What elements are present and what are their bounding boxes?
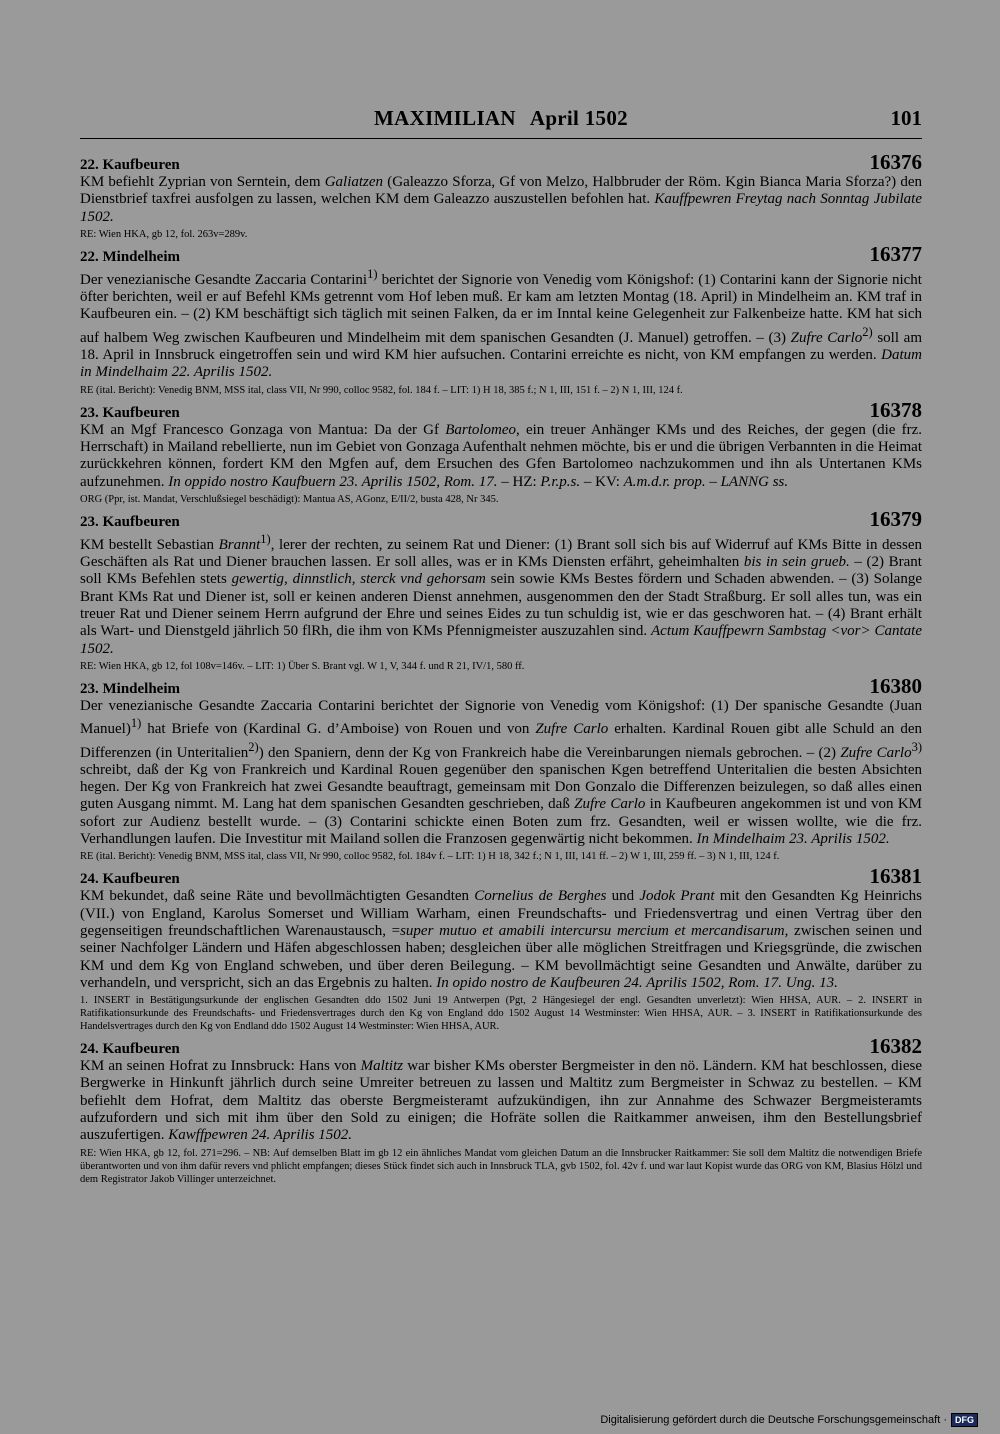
title-date: April 1502 (529, 106, 628, 130)
entry-16380 (80, 673, 922, 863)
running-header (80, 104, 922, 139)
title-name: MAXIMILIAN (374, 106, 516, 130)
entry-16382 (80, 1034, 923, 1185)
entry-source: RE: Wien HKA, gb 12, fol. 263v=289v. (80, 228, 248, 240)
entry-place: 22. Kaufbeuren (80, 157, 180, 173)
entry-heading (80, 397, 922, 422)
page (80, 104, 922, 1190)
footer (600, 1413, 978, 1427)
entry-body: KM an Mgf Francesco Gonzaga von Mantua: Da der Gf Bartolomeo, ein treuer Anhänger KMs und des Reiches, der gegen (die frz. Herrschaft) in Mailand rebellierte, nun im Gebiet von Gonzaga Aufenthalt nehmen möchte, bis er und die übrigen Verbannten in die Heimat zurückkehren können, fordert KM den Mgfen auf, dem Ersuchen des Gfen Bartolomeo nachzukommen und ihn als Untertanen KMs aufzunehmen. In oppido nostro Kaufbuern 23. Aprilis 1502, Rom. 17. – HZ: P.r.p.s. – KV: A.m.d.r. prop. – LANNG ss. (80, 421, 922, 490)
entry-source: RE (ital. Bericht): Venedig BNM, MSS ital, class VII, Nr 990, colloc 9582, fol. 184 f. – LIT: 1) H 18, 385 f.; N 1, III, 151 f. – 2) N 1, III, 124 f. (80, 384, 683, 396)
entry-place: 23. Kaufbeuren (80, 404, 180, 421)
entry-heading (80, 150, 922, 174)
entry-body: KM befiehlt Zyprian von Serntein, dem Galiatzen (Galeazzo Sforza, Gf von Melzo, Halbbruder der Röm. Kgin Bianca Maria Sforza?) den Dienstbrief taxfrei ausfolgen zu lassen, welchen KM dem Galeazzo auszustellen befohlen hat. Kauffpewren Freytag nach Sonntag Jubilate 1502. (80, 174, 922, 225)
entry-place: 22. Mindelheim (80, 248, 180, 265)
entry-number: 16378 (869, 397, 922, 422)
entry-heading (80, 241, 922, 266)
entry-heading (80, 506, 922, 531)
entry-16378 (80, 397, 922, 506)
dfg-logo: DFG (951, 1413, 978, 1427)
entry-16376 (80, 150, 922, 241)
running-title (80, 106, 922, 131)
entry-heading (80, 864, 922, 889)
entry-source: ORG (Ppr, ist. Mandat, Verschlußsiegel beschädigt): Mantua AS, AGonz, E/II/2, busta 428, Nr 345. (80, 493, 499, 505)
entry-number: 16382 (869, 1034, 922, 1059)
entry-number: 16380 (869, 673, 922, 698)
entry-source: RE (ital. Bericht): Venedig BNM, MSS ital, class VII, Nr 990, colloc 9582, fol. 184v f. – LIT: 1) H 18, 342 f.; N 1, III, 141 ff. – 2) W 1, III, 259 ff. – 3) N 1, III, 124 f. (80, 851, 780, 863)
entry-body: KM bestellt Sebastian Brannt$^{1)}$, lerer der rechten, zu seinem Rat und Diener: (1) Brant soll sich bis auf Widerruf auf KMs Bitte in dessen Geschäften als Rat und Diener brauchen lassen. Er soll alles, was er in KMs Diensten erfährt, geheimhalten bis in sein grueb. – (2) Brant soll KMs Befehlen stets gewertig, dinnstlich, sterck vnd gehorsam sein sowie KMs Bestes fördern und Schaden abwenden. – (3) Solange Brant KMs Rat und Diener ist, soll er keinen anderen Dienst annehmen, ausgenommen den der Stadt Straßburg. Er soll alles tun, was ein treuer Rat und Diener seinem Herrn aufgrund der Ehre und seines Eides zu tun schuldig ist, wie er das geschworen hat. – (4) Brant erhält als Wart- und Dienstgeld jährlich 50 flRh, die ihm von KMs Pfennigmeister auszuzahlen sind. Actum Kauffpewrn Sambstag <vor> Cantate 1502. (80, 531, 922, 657)
entry-body: Der venezianische Gesandte Zaccaria Contarini$^{1)}$ berichtet der Signorie von Venedig vom Königshof: (1) Contarini kann der Signorie nicht öfter berichten, weil er auf Befehl KMs getrennt vom Hof leben muß. Er kam am letzten Montag (18. April) in Mindelheim an. KM traf in Kaufbeuren ein. – (2) KM beschäftigt sich täglich mit seinen Falken, da er im Inntal keine Gelegenheit zur Falkenbeize hatte. KM hat sich auf halbem Weg zwischen Kaufbeuren und Mindelheim mit dem spanischen Gesandten (J. Manuel) getroffen. – (3) Zufre Carlo$^{2)}$ soll am 18. April in Innsbruck eingetroffen sein und wird KM hier aufsuchen. Contarini erreichte es nicht, von KM empfangen zu werden. Datum in Mindelhaim 22. Aprilis 1502. (80, 266, 922, 381)
entry-body: Der venezianische Gesandte Zaccaria Contarini berichtet der Signorie von Venedig vom Königshof: (1) Der spanische Gesandte (Juan Manuel)$^{1)}$ hat Briefe von (Kardinal G. d’Amboise) von Rouen und von Zufre Carlo erhalten. Kardinal Rouen gibt alle Schuld an den Differenzen (in Unteritalien$^{2)}$) den Spaniern, denn der Kg von Frankreich habe die Vereinbarungen niemals gebrochen. – (2) Zufre Carlo$^{3)}$ schreibt, daß der Kg von Frankreich und Kardinal Rouen gegenüber den spanischen Kgen betreffend Unteritalien die besten Absichten hegen. Der Kg von Frankreich hat zwei Gesandte beauftragt, gemeinsam mit Don Gonzalo die Differenzen beizulegen, so daß alles einen guten Ausgang nimmt. M. Lang hat dem spanischen Gesandten geschrieben, daß Zufre Carlo in Kaufbeuren angekommen ist und von KM sofort zur Audienz bestellt wurde. – (3) Contarini schickte einen Boten zum frz. Gesandten, weil er wissen wollte, wie die frz. Verhandlungen laufen. Die Investitur mit Mailand sollen die Franzosen gegenwärtig nicht bekommen. In Mindelhaim 23. Aprilis 1502. (80, 697, 922, 848)
entry-source: RE: Wien HKA, gb 12, fol 108v=146v. – LIT: 1) Über S. Brant vgl. W 1, V, 344 f. und R 21, IV/1, 580 ff. (80, 660, 525, 672)
entry-16377 (80, 241, 922, 397)
entry-16379 (80, 506, 922, 673)
entry-heading (80, 1034, 922, 1059)
entry-number: 16379 (869, 506, 922, 531)
footer-text: Digitalisierung gefördert durch die Deutsche Forschungsgemeinschaft · (600, 1414, 947, 1426)
entry-number: 16376 (869, 150, 922, 174)
entry-place: 24. Kaufbeuren (80, 1041, 180, 1058)
entry-source: 1. INSERT in Bestätigungsurkunde der englischen Gesandten ddo 1502 Juni 19 Antwerpen (Pgt, 2 Hängesiegel der engl. Gesandten unverletzt): Wien HHSA, AUR. – 2. INSERT in Ratifikationsurkunde des Freundschafts- und Friedensvertrages durch den Kg von England ddo 1502 August 14 Westminster: Wien HHSA, AUR. – 3. INSERT in Ratifikationsurkunde des Handelsvertrages durch den Kg von Endland ddo 1502 August 14 Westminster: Wien HHSA, AUR. (80, 995, 922, 1033)
entry-number: 16381 (869, 864, 922, 889)
entry-body: KM bekundet, daß seine Räte und bevollmächtigten Gesandten Cornelius de Berghes und Jodok Prant mit den Gesandten Kg Heinrichs (VII.) von England, Karolus Somerset und William Warham, einen Freundschafts- und Friedensvertrag und einen Vertrag über den gegenseitigen freundschaftlichen Warenaustausch, =super mutuo et amabili intercursu mercium et mercandisarum, zwischen seinen und seiner Nachfolger Ländern und Häfen abgeschlossen haben; desgleichen über alle möglichen Streitfragen und Kriegsgründe, die zwischen KM und dem Kg von England schweben, und über deren Beilegung. – KM bevollmächtigt seine Gesandten und Anwälte, darüber zu verhandeln, und verspricht, sich an das Ergebnis zu halten. In opido nostro de Kaufbeuren 24. Aprilis 1502, Rom. 17. Ung. 13. (80, 888, 923, 991)
entry-body: KM an seinen Hofrat zu Innsbruck: Hans von Maltitz war bisher KMs oberster Bergmeister in den nö. Ländern. KM hat beschlossen, diese Bergwerke in Hinkunft jährlich durch seine Umreiter betreuen zu lassen und Maltitz zum Bergmeister in Schwaz zu bestellen. – KM befiehlt dem Hofrat, dem Maltitz das oberste Bergmeisteramt aufzukündigen, ihn zur Annahme des Schwazer Bergmeisteramts aufzufordern und sich mit ihm über den Sold zu einigen; die Hofräte sollen die Raitkammer anweisen, ihm den Bestellungsbrief auszufertigen. Kawffpewren 24. Aprilis 1502. (80, 1058, 923, 1144)
entry-number: 16377 (869, 241, 922, 266)
entry-16381 (80, 864, 923, 1033)
entry-place: 23. Mindelheim (80, 680, 180, 697)
entries-list (80, 150, 923, 1186)
page-number: 101 (890, 106, 922, 130)
entry-place: 24. Kaufbeuren (80, 871, 180, 888)
entry-heading (80, 673, 922, 698)
entry-place: 23. Kaufbeuren (80, 513, 180, 530)
entry-source: RE: Wien HKA, gb 12, fol. 271=296. – NB: Auf demselben Blatt im gb 12 ein ähnliches Mandat vom gleichen Datum an die Innsbrucker Raitkammer: Sie soll dem Maltitz die notwendigen Briefe überantworten und von ihm dafür revers vnd phlicht empfangen; dieses Stück findet sich auch in Innsbruck TLA, gvb 1502, fol. 42v f. und war laut Kopist wurde das ORG von KM, Blasius Hölzl und dem Registrator Jakob Villinger unterzeichnet. (80, 1147, 922, 1185)
